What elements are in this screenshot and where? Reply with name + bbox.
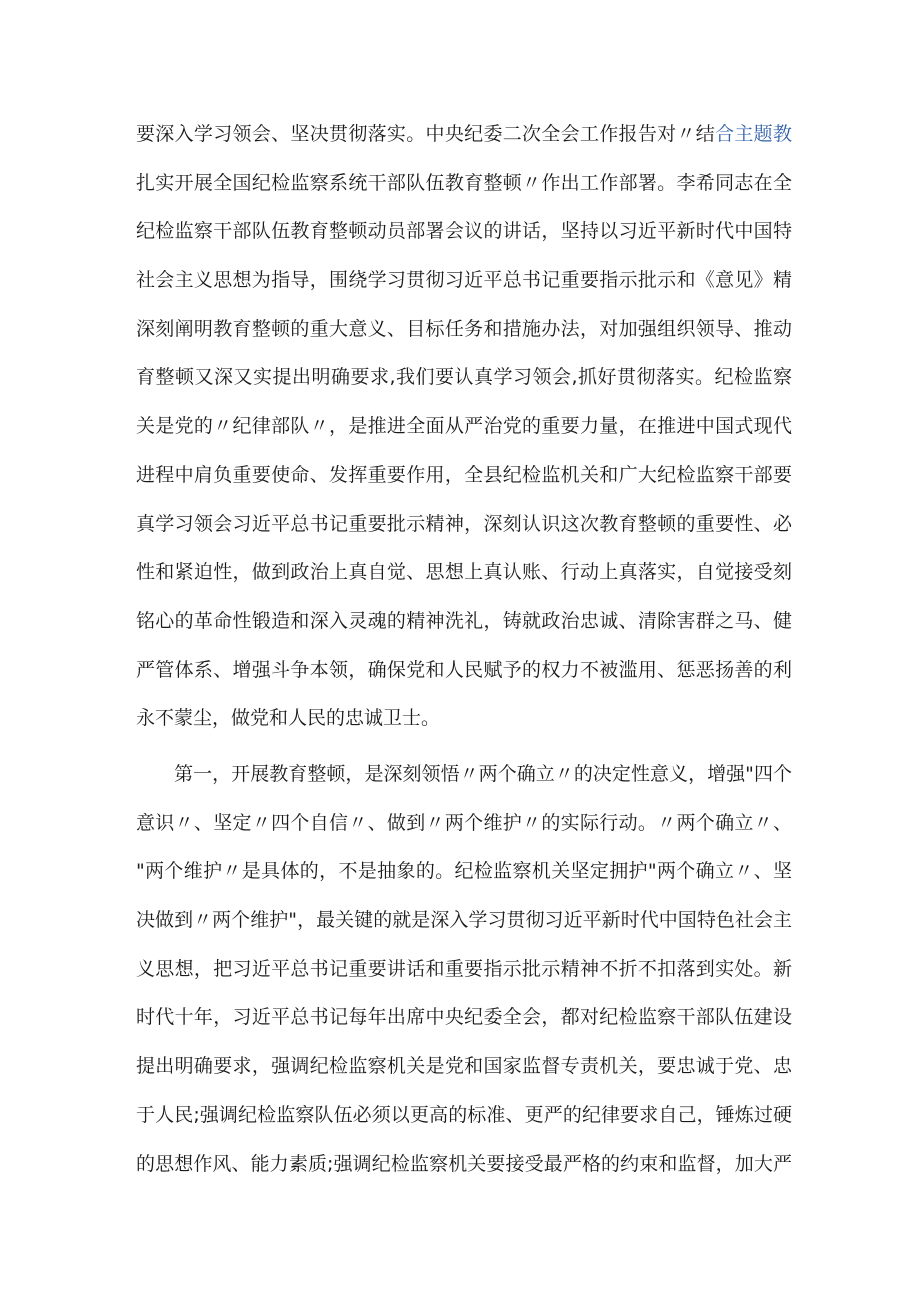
- paragraph-2: [136, 750, 792, 1188]
- text-line: 的思想作风、能力素质;强调纪检监察机关要接受最严格的约束和监督，加大严: [136, 1152, 792, 1175]
- paragraph-1: [136, 110, 792, 743]
- text-line: 扎实开展全国纪检监察系统干部队伍教育整顿〃作出工作部署。李希同志在全: [136, 171, 792, 194]
- text-line: 纪检监察干部队伍教育整顿动员部署会议的讲话，坚持以习近平新时代中国特: [136, 220, 792, 243]
- text-line: 进程中肩负重要使命、发挥重要作用，全县纪检监机关和广大纪检监察干部要: [136, 463, 792, 486]
- text-line: 铭心的革命性锻造和深入灵魂的精神洗礼，铸就政治忠诚、清除害群之马、健: [136, 609, 792, 632]
- text-line: 永不蒙尘，做党和人民的忠诚卫士。: [136, 707, 441, 730]
- text-line: 决做到〃两个维护"，最关键的就是深入学习贯彻习近平新时代中国特色社会主: [136, 909, 792, 932]
- text-line: "两个维护〃是具体的，不是抽象的。纪检监察机关坚定拥护"两个确立〃、坚: [136, 860, 792, 883]
- text-line: 性和紧迫性，做到政治上真自觉、思想上真认账、行动上真落实，自觉接受刻: [136, 561, 792, 584]
- text-line: 社会主义思想为指导，围绕学习贯彻习近平总书记重要指示批示和《意见》精: [136, 269, 792, 292]
- text-line: 要深入学习领会、坚决贯彻落实。中央纪委二次全会工作报告对〃结合主题教: [136, 110, 792, 159]
- text-line: 义思想，把习近平总书记重要讲话和重要指示批示精神不折不扣落到实处。新: [136, 957, 792, 980]
- text-line: 意识〃、坚定〃四个自信〃、做到〃两个维护〃的实际行动。〃两个确立〃、: [136, 811, 792, 834]
- text-line: 关是党的〃纪律部队〃，是推进全面从严治党的重要力量，在推进中国式现代: [136, 415, 792, 438]
- text-line: 育整顿又深又实提出明确要求,我们要认真学习领会,抓好贯彻落实。纪检监察: [136, 366, 792, 389]
- text-line: 提出明确要求，强调纪检监察机关是党和国家监督专责机关，要忠诚于党、忠: [136, 1055, 792, 1078]
- text-line: 深刻阐明教育整顿的重大意义、目标任务和措施办法，对加强组织领导、推动: [136, 317, 792, 340]
- text-line: 真学习领会习近平总书记重要批示精神，深刻认识这次教育整顿的重要性、必: [136, 512, 792, 535]
- text-line: 严管体系、增强斗争本领，确保党和人民赋予的权力不被滥用、惩恶扬善的利: [136, 658, 792, 681]
- text-line: 于人民;强调纪检监察队伍必须以更高的标准、更严的纪律要求自己，锤炼过硬: [136, 1103, 792, 1126]
- keyword-link[interactable]: 合主题教: [715, 123, 792, 145]
- text-line: 第一，开展教育整顿，是深刻领悟〃两个确立〃的决定性意义，增强"四个: [136, 763, 792, 785]
- text-line: 时代十年，习近平总书记每年出席中央纪委全会，都对纪检监察干部队伍建设: [136, 1006, 792, 1029]
